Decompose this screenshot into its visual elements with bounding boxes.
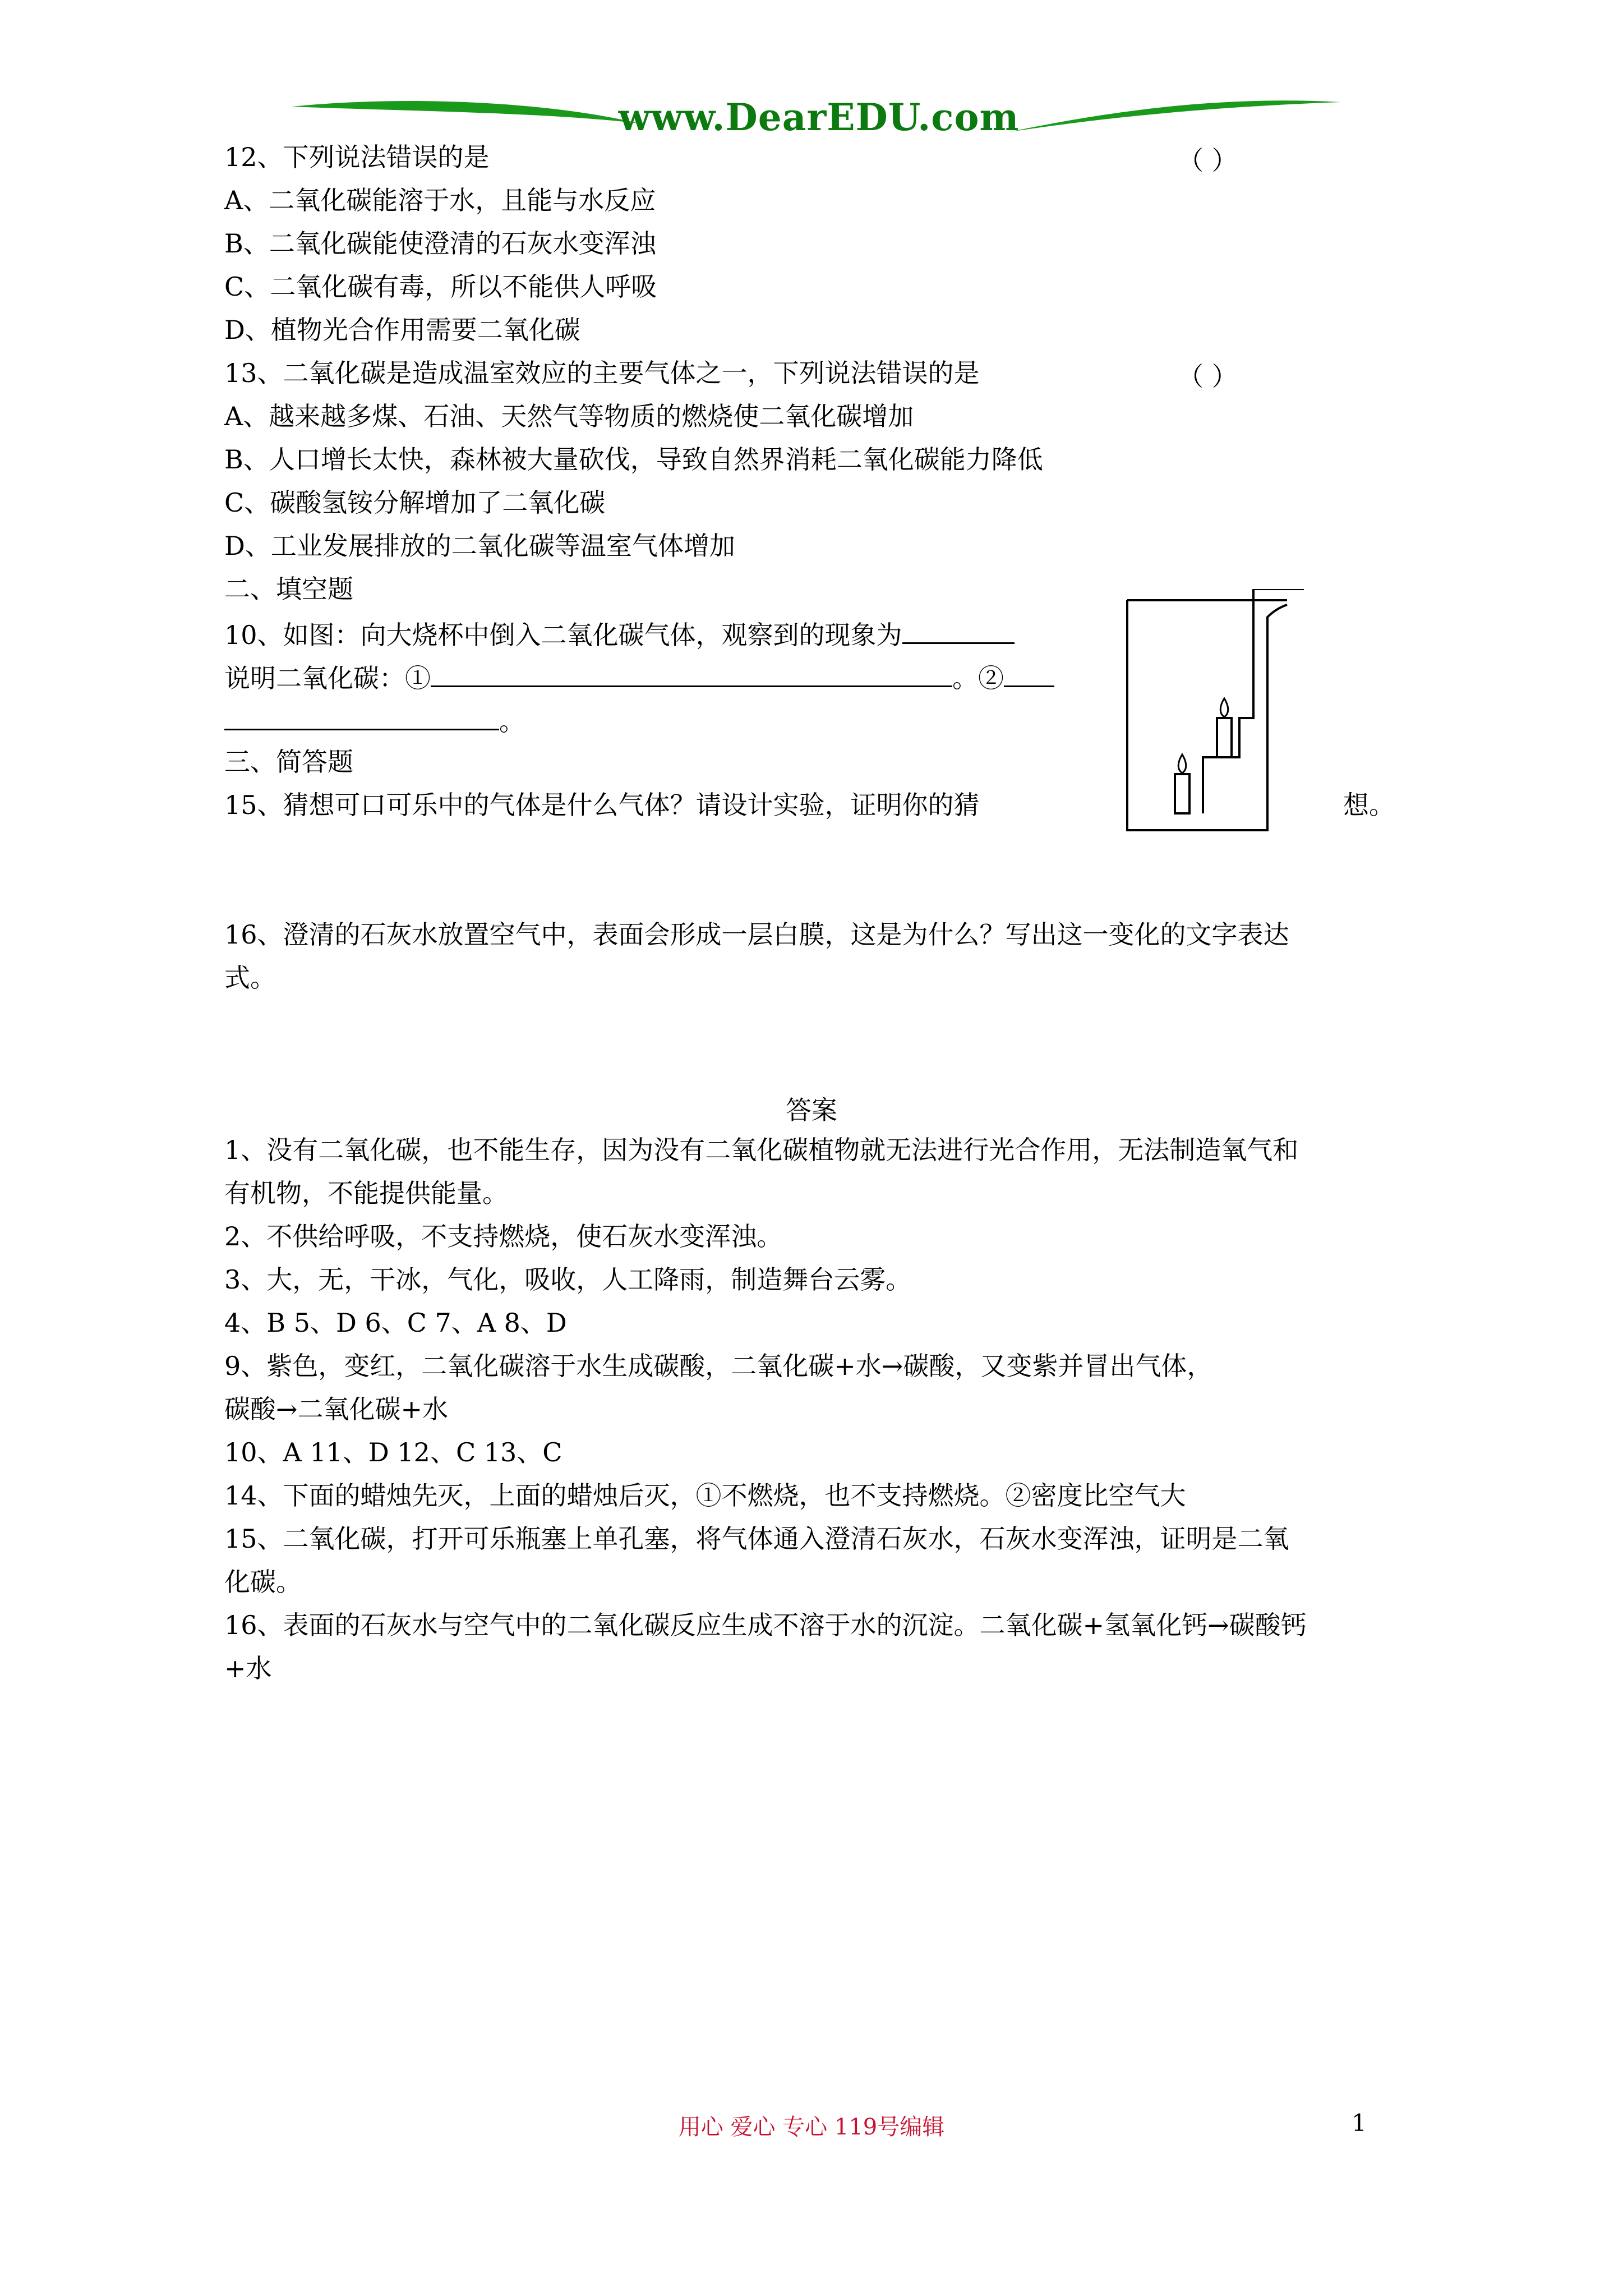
question-10-blank-2b[interactable] xyxy=(224,702,499,730)
page-number: 1 xyxy=(1352,2109,1367,2137)
answer-line: 1、没有二氧化碳，也不能生存，因为没有二氧化碳植物就无法进行光合作用，无法制造氧气和 xyxy=(224,1135,1299,1165)
question-10-line2 xyxy=(224,659,1054,695)
question-15-tail: 想。 xyxy=(1343,790,1395,820)
question-10-line1 xyxy=(224,615,1015,652)
lower-candle xyxy=(1175,774,1189,813)
question-15-text: 15、猜想可口可乐中的气体是什么气体？请设计实验，证明你的猜 xyxy=(224,790,980,820)
question-10-explain-label: 说明二氧化碳：① xyxy=(224,663,431,693)
question-13-option-b: B、人口增长太快，森林被大量砍伐，导致自然界消耗二氧化碳能力降低 xyxy=(224,444,1043,475)
green-swoosh-left xyxy=(292,101,639,123)
question-10-blank-phenomenon[interactable] xyxy=(902,615,1015,644)
answer-line: 16、表面的石灰水与空气中的二氧化碳反应生成不溶于水的沉淀。二氧化碳+氢氧化钙→碳酸钙 xyxy=(224,1610,1307,1640)
beaker-outline xyxy=(1127,600,1287,830)
question-13-answer-paren: （ ） xyxy=(1178,361,1238,392)
answer-line: 15、二氧化碳，打开可乐瓶塞上单孔塞，将气体通入澄清石灰水，石灰水变浑浊，证明是二氧 xyxy=(224,1524,1289,1554)
answer-line: 9、紫色，变红，二氧化碳溶于水生成碳酸，二氧化碳+水→碳酸，又变紫并冒出气体， xyxy=(224,1351,1213,1381)
question-10-period: 。 xyxy=(499,706,525,737)
brand-logo-text[interactable]: www.DearEDU.com xyxy=(618,95,1020,139)
question-10-blank-1[interactable] xyxy=(431,659,952,687)
question-13-option-a: A、越来越多煤、石油、天然气等物质的燃烧使二氧化碳增加 xyxy=(224,401,914,431)
section-fill-in-heading: 二、填空题 xyxy=(224,574,353,604)
section-short-answer-heading: 三、简答题 xyxy=(224,747,353,777)
question-16-line1: 16、澄清的石灰水放置空气中，表面会形成一层白膜，这是为什么？写出这一变化的文字表达 xyxy=(224,919,1289,950)
question-13-option-d: D、工业发展排放的二氧化碳等温室气体增加 xyxy=(224,531,735,561)
question-13-option-c: C、碳酸氢铵分解增加了二氧化碳 xyxy=(224,487,606,518)
green-swoosh-right xyxy=(1009,100,1340,132)
answer-line: +水 xyxy=(224,1653,272,1683)
answer-line: 10、A 11、D 12、C 13、C xyxy=(224,1437,562,1467)
upper-candle-flame xyxy=(1220,698,1228,717)
question-12-stem: 12、下列说法错误的是 xyxy=(224,142,490,172)
upper-candle xyxy=(1217,718,1232,757)
beaker-candles-diagram xyxy=(1119,589,1321,836)
answer-line: 14、下面的蜡烛先灭，上面的蜡烛后灭，①不燃烧，也不支持燃烧。②密度比空气大 xyxy=(224,1480,1186,1511)
question-12-answer-paren: （ ） xyxy=(1178,145,1238,176)
question-16-line2: 式。 xyxy=(224,963,276,993)
question-12-option-d: D、植物光合作用需要二氧化碳 xyxy=(224,315,580,345)
question-12-option-a: A、二氧化碳能溶于水，且能与水反应 xyxy=(224,185,656,215)
footer-text: 用心 爱心 专心 119号编辑 xyxy=(678,2114,945,2140)
question-10-blank-2a[interactable] xyxy=(1004,659,1054,687)
question-12-option-c: C、二氧化碳有毒，所以不能供人呼吸 xyxy=(224,272,657,302)
answer-line: 4、B 5、D 6、C 7、A 8、D xyxy=(224,1308,567,1338)
answer-line: 化碳。 xyxy=(224,1567,302,1597)
lower-candle-flame xyxy=(1178,754,1186,773)
answer-line: 有机物，不能提供能量。 xyxy=(224,1178,508,1208)
question-13-stem: 13、二氧化碳是造成温室效应的主要气体之一，下列说法错误的是 xyxy=(224,358,980,388)
question-10-separator: 。② xyxy=(952,663,1004,693)
question-10-text: 10、如图：向大烧杯中倒入二氧化碳气体，观察到的现象为 xyxy=(224,620,902,650)
answer-line: 2、不供给呼吸，不支持燃烧，使石灰水变浑浊。 xyxy=(224,1221,783,1251)
answer-line: 3、大，无，干冰，气化，吸收，人工降雨，制造舞台云雾。 xyxy=(224,1264,912,1295)
question-10-line3 xyxy=(224,702,525,738)
answers-title: 答案 xyxy=(786,1095,837,1125)
question-12-option-b: B、二氧化碳能使澄清的石灰水变浑浊 xyxy=(224,228,656,259)
answer-line: 碳酸→二氧化碳+水 xyxy=(224,1394,449,1424)
